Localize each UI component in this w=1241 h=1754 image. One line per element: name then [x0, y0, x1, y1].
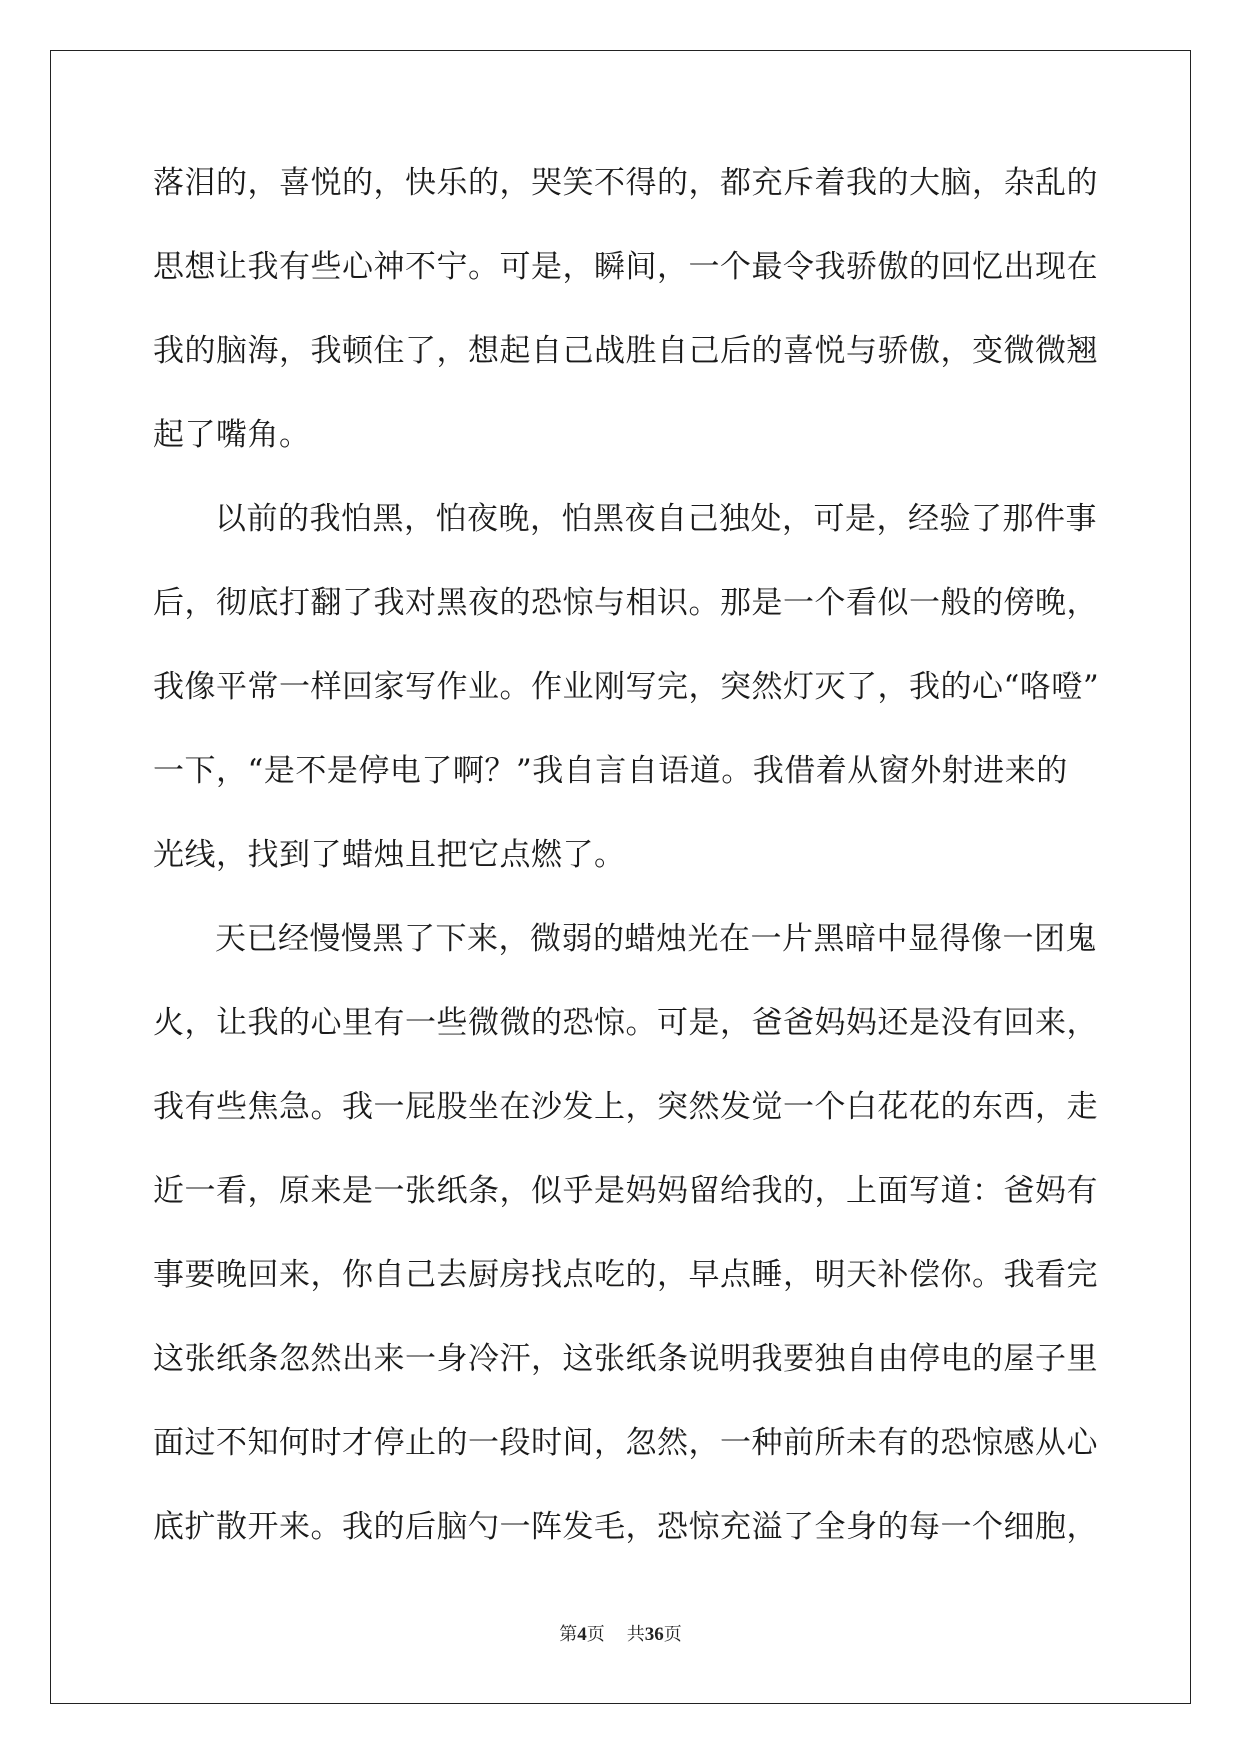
- page-suffix: 页: [586, 1624, 605, 1645]
- text-line: 事要晚回来，你自己去厨房找点吃的，早点睡，明天补偿你。我看完: [153, 1257, 1098, 1293]
- text-line: 思想让我有些心神不宁。可是，瞬间，一个最令我骄傲的回忆出现在: [153, 249, 1098, 285]
- text-line: 我像平常一样回家写作业。作业刚写完，突然灯灭了，我的心“咯噔”: [153, 669, 1100, 705]
- text-line: 这张纸条忽然出来一身冷汗，这张纸条说明我要独自由停电的屋子里: [153, 1341, 1098, 1377]
- paragraph-first-line: 天已经慢慢黑了下来，微弱的蜡烛光在一片黑暗中显得像一团鬼: [215, 921, 1097, 957]
- text-line: 火，让我的心里有一些微微的恐惊。可是，爸爸妈妈还是没有回来，: [153, 1005, 1098, 1041]
- current-page-number: 4: [577, 1624, 587, 1645]
- text-line: 面过不知何时才停止的一段时间，忽然，一种前所未有的恐惊感从心: [153, 1425, 1098, 1461]
- text-line: 我的脑海，我顿住了，想起自己战胜自己后的喜悦与骄傲，变微微翘: [153, 333, 1098, 369]
- paragraph-first-line: 以前的我怕黑，怕夜晚，怕黑夜自己独处，可是，经验了那件事: [215, 501, 1097, 537]
- total-suffix: 页: [663, 1624, 682, 1645]
- page-number-footer: [0, 1620, 1241, 1646]
- text-line: 落泪的，喜悦的，快乐的，哭笑不得的，都充斥着我的大脑，杂乱的: [153, 165, 1098, 201]
- text-line: 底扩散开来。我的后脑勺一阵发毛，恐惊充溢了全身的每一个细胞，: [153, 1509, 1098, 1545]
- total-prefix: 共: [626, 1624, 645, 1645]
- text-line: 起了嘴角。: [153, 417, 311, 453]
- body-text: [153, 163, 1100, 1591]
- text-line: 近一看，原来是一张纸条，似乎是妈妈留给我的，上面写道：爸妈有: [153, 1173, 1098, 1209]
- page-prefix: 第: [559, 1624, 578, 1645]
- text-line: 我有些焦急。我一屁股坐在沙发上，突然发觉一个白花花的东西，走: [153, 1089, 1098, 1125]
- text-line: 光线，找到了蜡烛且把它点燃了。: [153, 837, 626, 873]
- text-line: 后，彻底打翻了我对黑夜的恐惊与相识。那是一个看似一般的傍晚，: [153, 585, 1098, 621]
- text-line: 一下，“是不是停电了啊？”我自言自语道。我借着从窗外射进来的: [153, 753, 1068, 789]
- total-page-count: 36: [644, 1624, 664, 1645]
